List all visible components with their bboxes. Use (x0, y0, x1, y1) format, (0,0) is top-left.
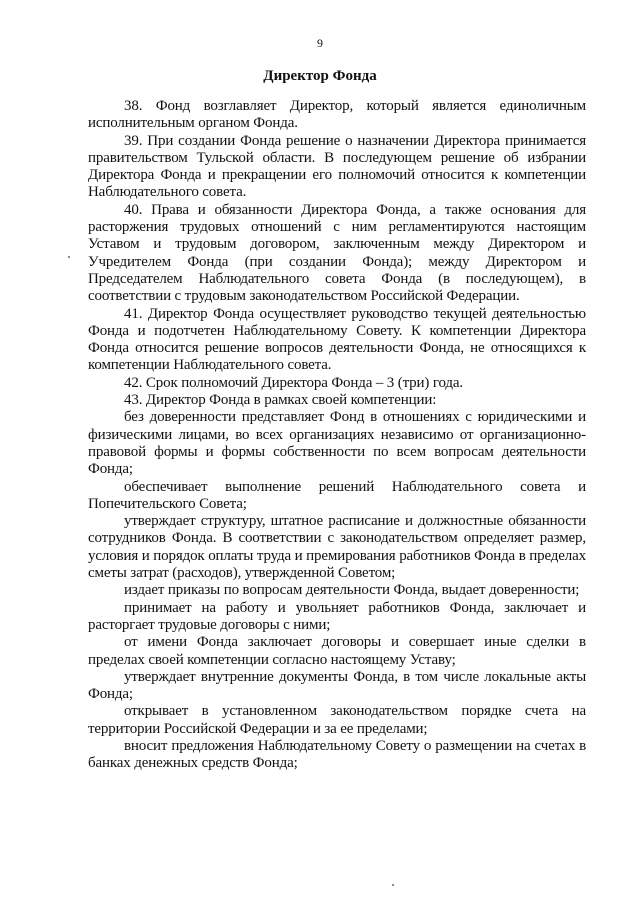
list-item: утверждает внутренние документы Фонда, в том числе локальные акты Фонда; (88, 668, 586, 703)
paragraph-42: 42. Срок полномочий Директора Фонда – 3 (три) года. (124, 374, 463, 391)
paragraph-40: 40. Права и обязанности Директора Фонда, а также основания для расторжения трудовых отношений с ним регламентируются настоящим Уставом и трудовым договором, заключенным между Директором и Учредителем Фонда (при создании Фонда); между Директором и Председателем Наблюдательного совета Фонда (в последующем), в соответствии с трудовым законодательством Российской Федерации. (88, 201, 586, 305)
list-item: от имени Фонда заключает договоры и совершает иные сделки в пределах своей компетенции согласно настоящему Уставу; (88, 634, 586, 668)
paragraph-38: 38. Фонд возглавляет Директор, который является единоличным исполнительным органом Фонда. (88, 98, 586, 132)
paragraph-41: 41. Директор Фонда осуществляет руководство текущей деятельностью Фонда и подотчетен Наблюдательному Совету. К компетенции Директора Фонда относится решение вопросов деятельности Фонда, не относящихся к компетенции Наблюдательного совета. (88, 305, 586, 374)
list-item: издает приказы по вопросам деятельности Фонда, выдает доверенности; (124, 582, 580, 599)
page-number: 9 (317, 36, 323, 50)
list-item: открывает в установленном законодательством порядке счета на территории Российской Федерации и за ее пределами; (88, 703, 586, 737)
list-item: утверждает структуру, штатное расписание и должностные обязанности сотрудников Фонда. В соответствии с законодательством определяет размер, условия и порядок оплаты труда и премирования работников Фонда в пределах сметы затрат (расходов), утвержденной Советом; (88, 513, 586, 582)
document-body (88, 98, 586, 773)
section-heading: Директор Фонда (263, 68, 377, 84)
list-item: принимает на работу и увольняет работников Фонда, заключает и расторгает трудовые договоры с ними; (88, 599, 586, 633)
paragraph-39: 39. При создании Фонда решение о назначении Директора принимается правительством Тульской области. В последующем решение об избрании Директора Фонда и прекращении его полномочий относится к компетенции Наблюдательного совета. (88, 132, 586, 201)
paragraph-43: 43. Директор Фонда в рамках своей компетенции: (124, 392, 437, 409)
scan-speck (68, 256, 70, 258)
scan-speck (392, 884, 394, 886)
list-item: обеспечивает выполнение решений Наблюдательного совета и Попечительского Совета; (88, 478, 586, 512)
list-item: вносит предложения Наблюдательному Совету о размещении на счетах в банках денежных средств Фонда; (88, 737, 586, 772)
list-item: без доверенности представляет Фонд в отношениях с юридическими и физическими лицами, во всех организациях независимо от организационно-правовой формы и формы собственности по всем вопросам деятельности Фонда; (88, 409, 586, 478)
